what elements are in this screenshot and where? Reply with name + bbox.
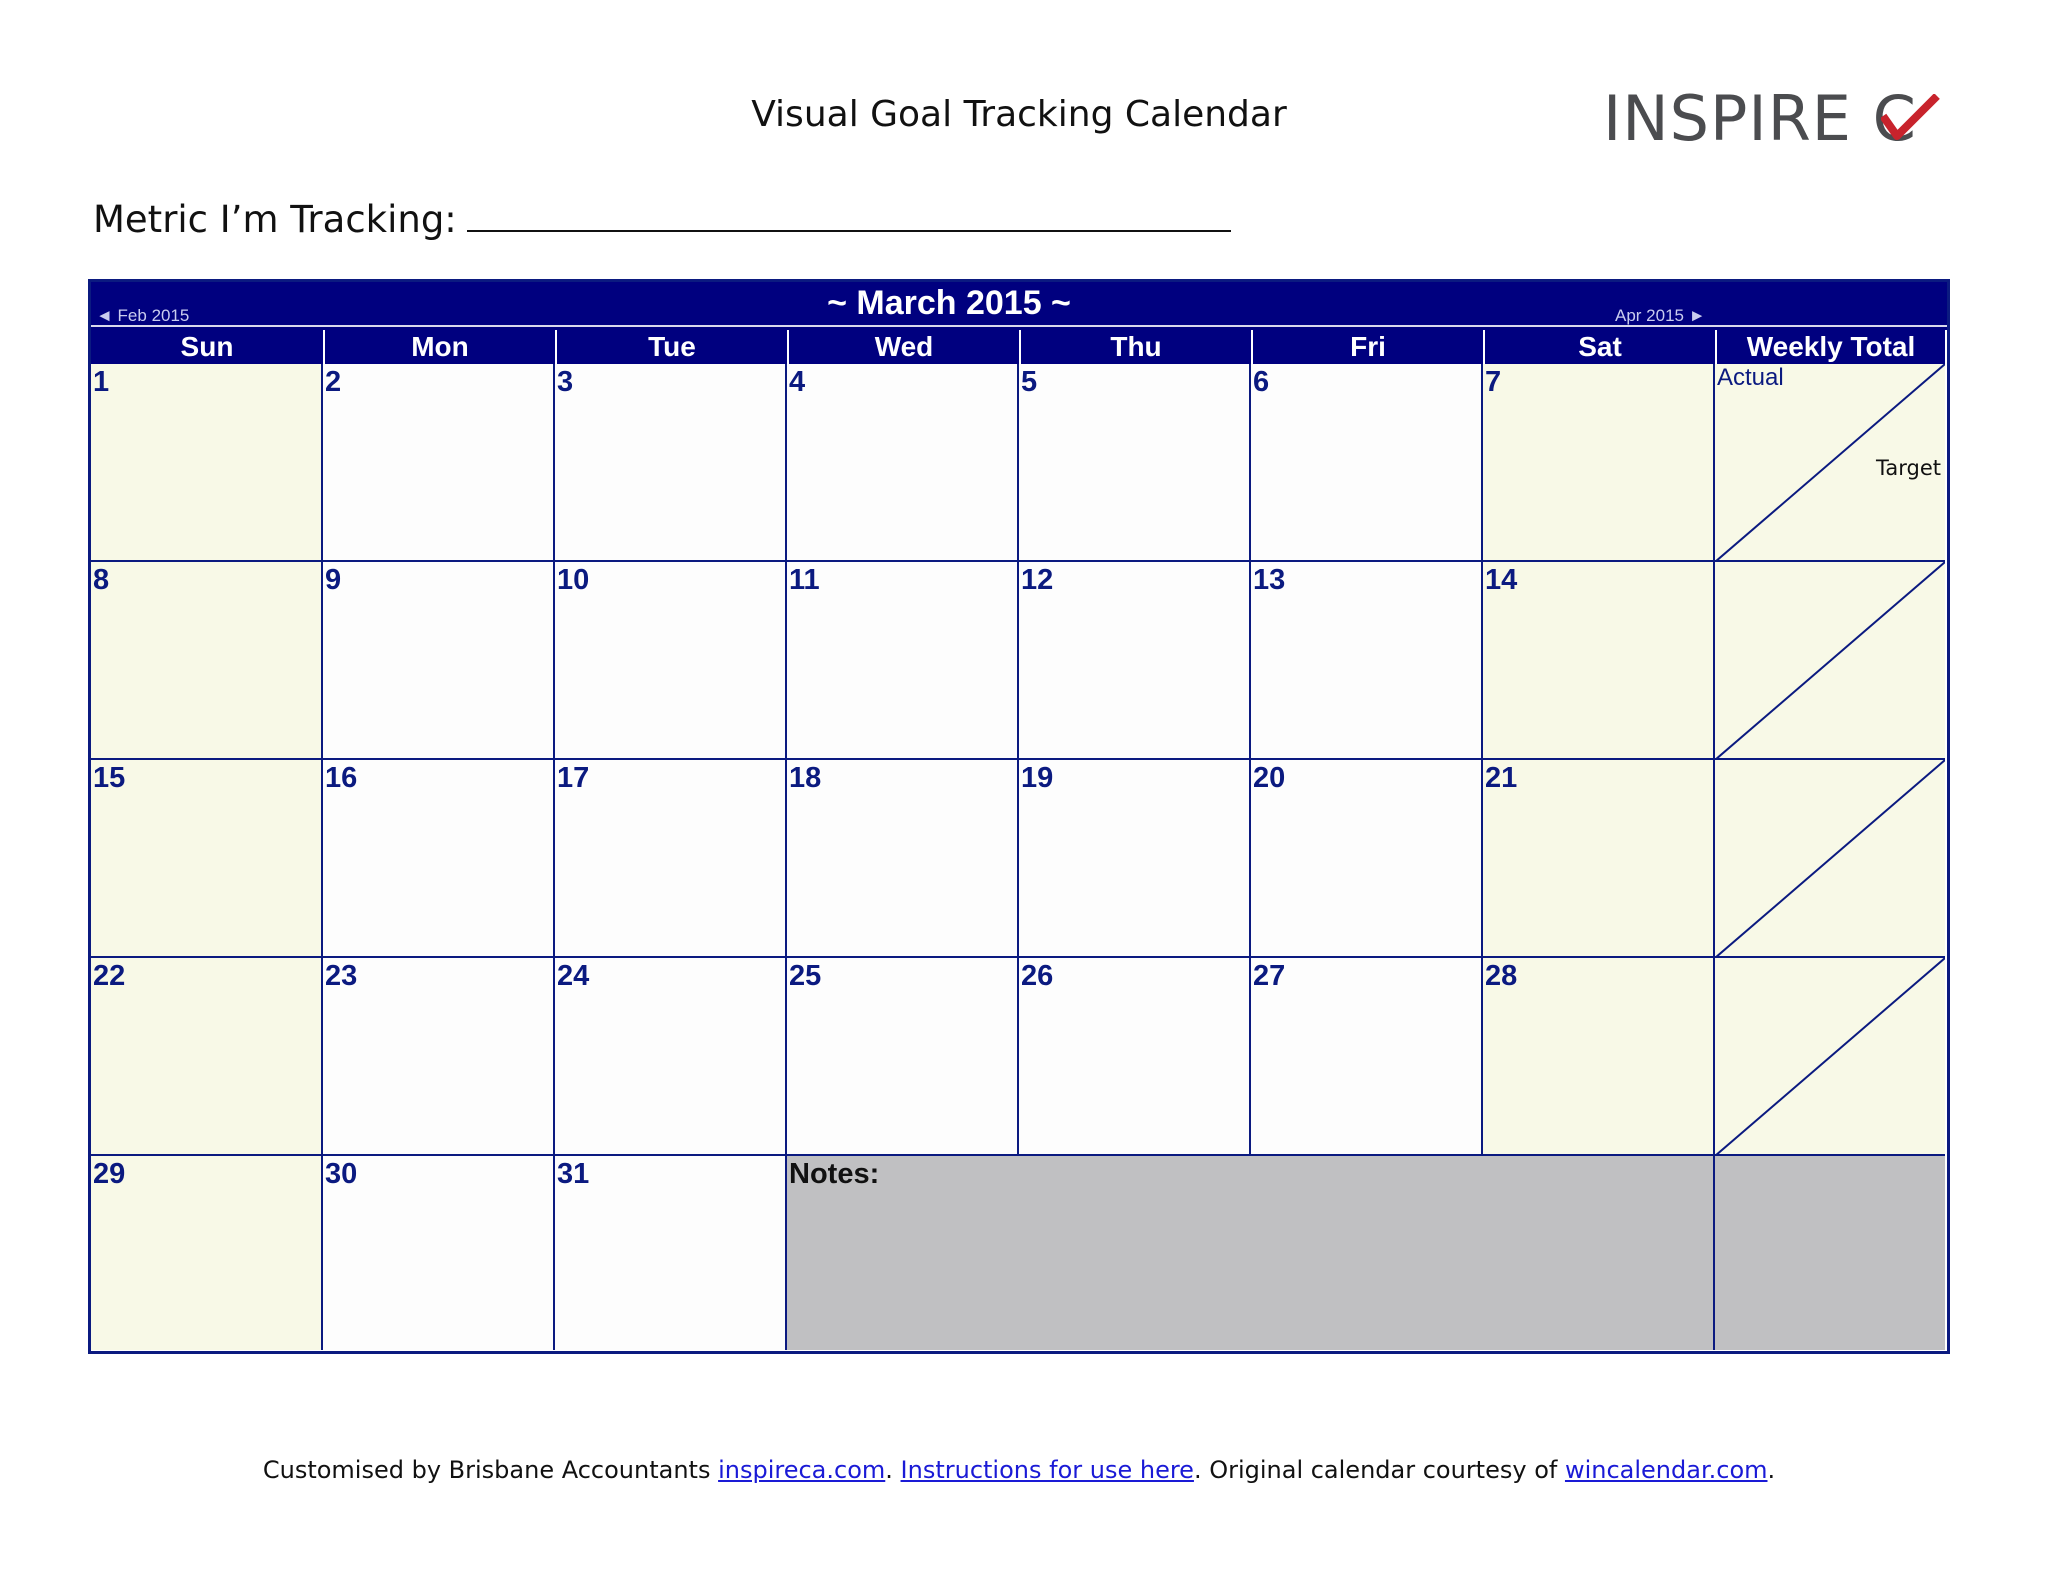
weekly-total-cell[interactable] [1715, 364, 1945, 562]
weekly-total-notes-cell [1715, 1156, 1945, 1350]
day-number: 11 [789, 564, 820, 596]
weekly-total-cell[interactable] [1715, 958, 1945, 1156]
inspireca-link[interactable]: inspireca.com [718, 1456, 886, 1484]
day-header-mon: Mon [323, 330, 555, 364]
metric-field[interactable] [93, 196, 1231, 241]
wincalendar-link[interactable]: wincalendar.com [1564, 1456, 1768, 1484]
diagonal-divider [1715, 562, 1945, 760]
day-number: 22 [93, 960, 126, 992]
metric-blank-line[interactable] [467, 196, 1231, 232]
day-cell[interactable] [1019, 562, 1251, 760]
day-cell[interactable] [555, 958, 787, 1156]
day-number: 9 [325, 564, 342, 596]
day-header-tue: Tue [555, 330, 787, 364]
day-number: 21 [1485, 762, 1518, 794]
calendar-grid [88, 279, 1950, 1354]
day-header-sat: Sat [1483, 330, 1715, 364]
day-number: 26 [1021, 960, 1054, 992]
logo-wordmark: INSPIRE C [1603, 82, 1917, 155]
day-cell[interactable] [323, 562, 555, 760]
day-number: 7 [1485, 366, 1502, 398]
checkmark-icon [1881, 94, 1941, 144]
day-number: 24 [557, 960, 590, 992]
next-month-link[interactable]: Apr 2015 ► [1615, 306, 1706, 325]
day-number: 30 [325, 1158, 358, 1190]
prev-month-link[interactable]: ◄ Feb 2015 [96, 306, 190, 325]
day-number: 20 [1253, 762, 1286, 794]
day-cell[interactable] [1019, 760, 1251, 958]
footer-credits [0, 1456, 2038, 1484]
diagonal-divider [1715, 760, 1945, 958]
day-number: 19 [1021, 762, 1054, 794]
weekly-total-header: Weekly Total [1715, 330, 1945, 364]
day-cell[interactable] [555, 562, 787, 760]
day-cell[interactable] [323, 364, 555, 562]
day-number: 1 [93, 366, 110, 398]
footer-text: Customised by Brisbane Accountants [262, 1456, 719, 1484]
day-number: 13 [1253, 564, 1286, 596]
day-cell[interactable] [1251, 562, 1483, 760]
day-number: 2 [325, 366, 342, 398]
day-number: 29 [93, 1158, 126, 1190]
day-number: 8 [93, 564, 110, 596]
day-number: 4 [789, 366, 806, 398]
inspire-ca-logo [1603, 84, 1938, 154]
day-cell[interactable] [1251, 958, 1483, 1156]
footer-text: . [1767, 1456, 1776, 1484]
day-cell[interactable] [1483, 958, 1715, 1156]
day-cell[interactable] [91, 760, 323, 958]
day-cell[interactable] [1251, 760, 1483, 958]
day-number: 31 [557, 1158, 590, 1190]
notes-label: Notes: [789, 1158, 880, 1190]
day-number: 10 [557, 564, 590, 596]
day-number: 12 [1021, 564, 1054, 596]
metric-label: Metric I’m Tracking: [93, 198, 457, 241]
diagonal-divider [1715, 958, 1945, 1156]
day-cell[interactable] [787, 958, 1019, 1156]
day-cell[interactable] [91, 562, 323, 760]
banner-divider [91, 325, 1947, 327]
day-number: 23 [325, 960, 358, 992]
notes-area[interactable] [787, 1156, 1715, 1350]
day-number: 17 [557, 762, 590, 794]
footer-text: . [885, 1456, 901, 1484]
day-cell[interactable] [91, 958, 323, 1156]
instructions-link[interactable]: Instructions for use here [900, 1456, 1194, 1484]
day-cell[interactable] [323, 1156, 555, 1350]
day-cell[interactable] [555, 760, 787, 958]
day-number: 5 [1021, 366, 1038, 398]
day-number: 6 [1253, 366, 1270, 398]
month-title: ~ March 2015 ~ [827, 284, 1071, 322]
day-number: 14 [1485, 564, 1518, 596]
day-cell[interactable] [1483, 364, 1715, 562]
day-cell[interactable] [1019, 364, 1251, 562]
day-cell[interactable] [1483, 760, 1715, 958]
day-number: 15 [93, 762, 126, 794]
weekly-total-cell[interactable] [1715, 760, 1945, 958]
day-cell[interactable] [91, 1156, 323, 1350]
day-cell[interactable] [91, 364, 323, 562]
day-number: 16 [325, 762, 358, 794]
day-header-fri: Fri [1251, 330, 1483, 364]
day-number: 27 [1253, 960, 1286, 992]
day-cell[interactable] [787, 364, 1019, 562]
actual-label: Actual [1717, 364, 1784, 391]
day-cell[interactable] [323, 958, 555, 1156]
target-label: Target [1876, 456, 1941, 480]
day-header-thu: Thu [1019, 330, 1251, 364]
day-number: 28 [1485, 960, 1518, 992]
day-cell[interactable] [555, 364, 787, 562]
day-number: 25 [789, 960, 822, 992]
weekly-total-cell[interactable] [1715, 562, 1945, 760]
day-cell[interactable] [787, 760, 1019, 958]
day-header-wed: Wed [787, 330, 1019, 364]
month-banner [91, 282, 1947, 330]
day-cell[interactable] [1251, 364, 1483, 562]
day-cell[interactable] [555, 1156, 787, 1350]
day-cell[interactable] [787, 562, 1019, 760]
page-title: Visual Goal Tracking Calendar [751, 94, 1287, 135]
day-header-sun: Sun [91, 330, 323, 364]
day-cell[interactable] [323, 760, 555, 958]
day-number: 3 [557, 366, 574, 398]
day-cell[interactable] [1019, 958, 1251, 1156]
day-number: 18 [789, 762, 822, 794]
day-cell[interactable] [1483, 562, 1715, 760]
footer-text: . Original calendar courtesy of [1193, 1456, 1565, 1484]
